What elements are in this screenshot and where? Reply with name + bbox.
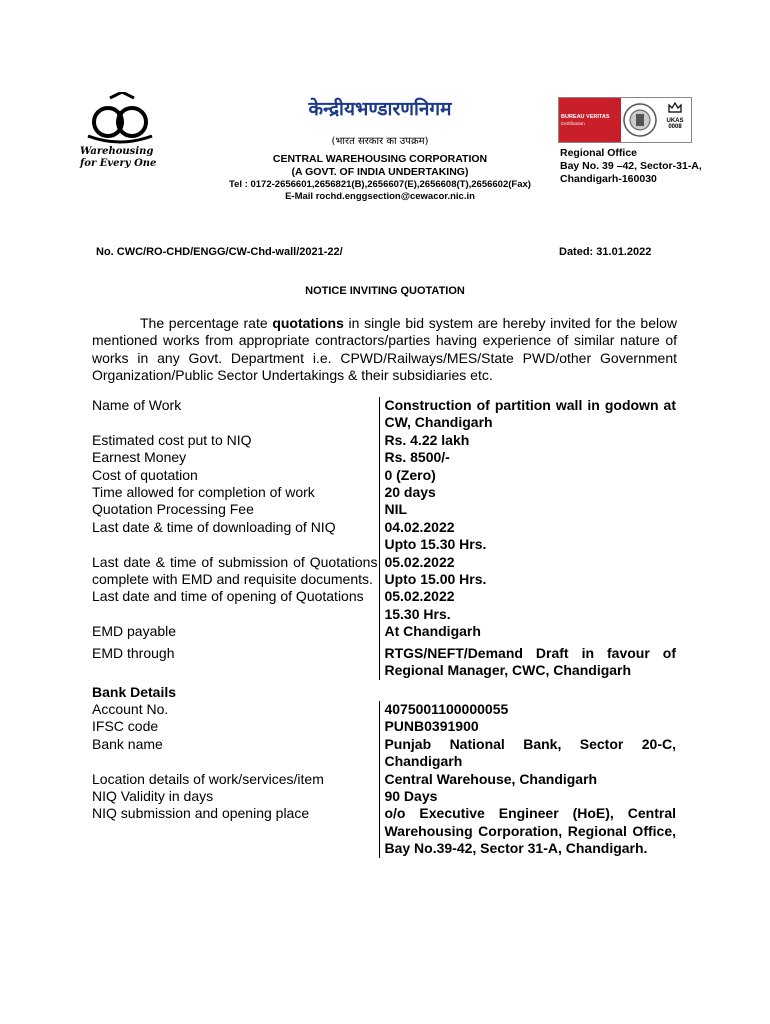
intro-bold-quotations: quotations xyxy=(272,315,344,331)
row-label: NIQ submission and opening place xyxy=(92,805,310,822)
row-value xyxy=(380,588,678,623)
row-label: NIQ Validity in days xyxy=(92,787,214,804)
intro-part-1: The percentage rate xyxy=(140,315,273,331)
table-row xyxy=(90,588,678,623)
row-label: EMD through xyxy=(92,644,175,661)
table-row xyxy=(90,397,678,432)
row-value: 4075001100000055 xyxy=(380,701,678,718)
row-label: IFSC code xyxy=(92,718,159,735)
table-row xyxy=(90,736,678,771)
email-line: E-Mail rochd.enggsection@cewacor.nic.in xyxy=(285,191,475,202)
table-row xyxy=(90,449,678,466)
regional-office-line-1: Regional Office xyxy=(560,147,638,159)
row-value: Rs. 8500/- xyxy=(380,449,678,466)
document-date: Dated: 31.01.2022 xyxy=(559,246,652,258)
row-value-time: Upto 15.30 Hrs. xyxy=(384,536,487,553)
regional-office-line-2: Bay No. 39 –42, Sector-31-A, xyxy=(560,160,702,172)
row-label: Last date and time of opening of Quotations xyxy=(92,588,364,605)
row-value: RTGS/NEFT/Demand Draft in favour of Regional Manager, CWC, Chandigarh xyxy=(380,641,678,680)
table-row xyxy=(90,623,678,640)
row-value: PUNB0391900 xyxy=(380,718,678,735)
bank-details-heading: Bank Details xyxy=(92,683,177,700)
org-name-hindi: केन्द्रीयभण्डारणनिगम xyxy=(308,98,452,120)
table-row xyxy=(90,519,678,554)
table-row xyxy=(90,805,678,857)
org-name: CENTRAL WAREHOUSING CORPORATION xyxy=(272,153,488,165)
row-label: Cost of quotation xyxy=(92,466,198,483)
row-value-time: 15.30 Hrs. xyxy=(384,605,451,622)
table-row xyxy=(90,680,678,701)
row-label: Quotation Processing Fee xyxy=(92,501,254,518)
intro-part-2: in single bid system are hereby invited for the below mentioned works from appropriate contractors/parties having experience of similar nature of works in any Govt. Department i.e. CPWD/Railways/MES/State PWD/other Government Organization/Public Sector Undertakings & their subsidiaries etc. xyxy=(92,315,677,384)
row-value-time: Upto 15.00 Hrs. xyxy=(384,571,487,588)
row-label: Time allowed for completion of work xyxy=(92,484,315,501)
contact-block xyxy=(160,179,600,203)
ukas-label: UKAS xyxy=(666,118,684,124)
org-name-block xyxy=(200,153,560,179)
table-row xyxy=(90,501,678,518)
row-value: 0 (Zero) xyxy=(380,467,678,484)
logo-tagline-line-1: Warehousing xyxy=(80,146,154,157)
govt-undertaking-hindi: (भारत सरकार का उपक्रम) xyxy=(331,136,429,147)
row-label: Last date & time of downloading of NIQ xyxy=(92,518,336,535)
document-title: NOTICE INVITING QUOTATION xyxy=(305,285,465,297)
row-value: NIL xyxy=(380,501,678,518)
row-value: Punjab National Bank, Sector 20-C, Chandigarh xyxy=(380,736,678,771)
row-value: o/o Executive Engineer (HoE), Central Warehousing Corporation, Regional Office, Bay No.39-42, Sector 31-A, Chandigarh. xyxy=(380,805,678,857)
cwc-logo-icon xyxy=(80,92,160,148)
row-value: 90 Days xyxy=(380,788,678,805)
govt-undertaking: (A GOVT. OF INDIA UNDERTAKING) xyxy=(291,166,469,178)
table-row xyxy=(90,432,678,449)
row-value xyxy=(380,680,678,701)
telephone-line: Tel : 0172-2656601,2656821(B),2656607(E),2656608(T),2656602(Fax) xyxy=(229,179,531,190)
table-row xyxy=(90,701,678,718)
intro-paragraph xyxy=(92,315,677,385)
row-label: EMD payable xyxy=(92,623,177,640)
row-value: Central Warehouse, Chandigarh xyxy=(380,771,678,788)
regional-office-line-3: Chandigarh-160030 xyxy=(560,173,657,185)
reference-number: No. CWC/RO-CHD/ENGG/CW-Chd-wall/2021-22/ xyxy=(96,246,343,258)
ukas-crown-icon xyxy=(667,100,683,116)
table-row xyxy=(90,484,678,501)
niq-details-table xyxy=(90,397,678,858)
row-value-date: 05.02.2022 xyxy=(384,588,455,605)
cert-label: Certification xyxy=(561,120,585,126)
ukas-code: 0008 xyxy=(668,124,682,130)
logo-tagline-line-2: for Every One xyxy=(80,158,157,169)
row-label: Estimated cost put to NIQ xyxy=(92,431,252,448)
regional-office-address xyxy=(560,147,702,186)
row-value-date: 05.02.2022 xyxy=(384,553,455,570)
bureau-veritas-panel xyxy=(559,98,621,142)
row-value xyxy=(380,554,678,589)
row-label: Earnest Money xyxy=(92,449,187,466)
row-value: Rs. 4.22 lakh xyxy=(380,432,678,449)
certification-badge xyxy=(558,97,692,143)
table-row xyxy=(90,467,678,484)
table-row xyxy=(90,788,678,805)
row-value: 20 days xyxy=(380,484,678,501)
row-label: Location details of work/services/item xyxy=(92,770,324,787)
row-value xyxy=(380,519,678,554)
row-label: Last date & time of submission of Quotations complete with EMD and requisite documents. xyxy=(92,553,378,588)
certification-seal-icon xyxy=(621,98,659,142)
ukas-mark xyxy=(661,100,689,140)
row-value: At Chandigarh xyxy=(380,623,678,640)
row-value-date: 04.02.2022 xyxy=(384,518,455,535)
cert-brand: BUREAU VERITAS xyxy=(561,114,610,120)
table-row xyxy=(90,718,678,735)
row-value: Construction of partition wall in godown at CW, Chandigarh xyxy=(380,397,678,432)
table-row xyxy=(90,554,678,589)
table-row xyxy=(90,771,678,788)
row-label: Account No. xyxy=(92,700,169,717)
row-label: Name of Work xyxy=(92,397,182,413)
table-row xyxy=(90,641,678,680)
row-label: Bank name xyxy=(92,735,163,752)
logo-tagline xyxy=(80,146,156,170)
